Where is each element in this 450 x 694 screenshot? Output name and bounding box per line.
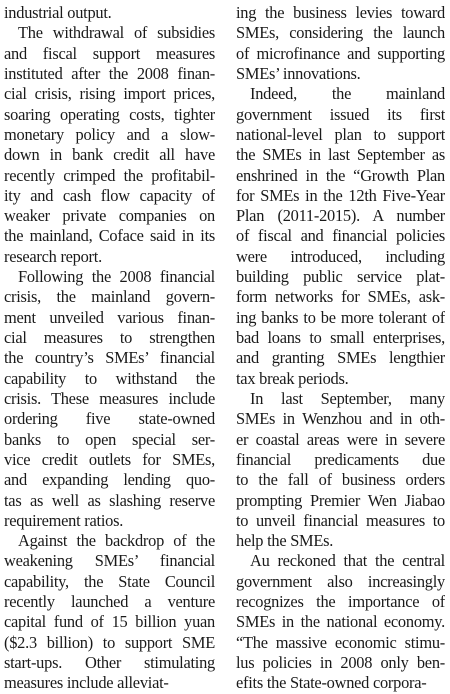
paragraph [4,267,215,531]
text-line: ($2.3 billion) to support SME [4,632,215,652]
text-line: help the SMEs. [236,531,334,551]
paragraph [236,389,445,552]
text-line: capability, the State Council [4,571,215,591]
text-line: bad loans to small enterprises, [236,328,445,347]
text-line: crisis, the mainland govern- [4,287,215,307]
text-line: instituted after the 2008 finan- [4,63,215,83]
text-line: lus policies in 2008 only ben- [236,653,445,672]
text-line: “The massive economic stimu- [236,632,445,652]
text-line: were introduced, including [236,246,445,266]
text-line: SMEs in Wenzhou and in oth- [236,409,445,429]
text-line: soaring operating costs, tighter [4,104,215,124]
text-line: form networks for SMEs, ask- [236,287,445,307]
text-line: of microfinance and supporting [236,43,445,63]
right-column [236,3,445,694]
text-line: the mainland, Coface said in its [4,226,215,246]
text-line: ing banks to be more tolerant of [236,307,445,327]
text-line: cial measures to strengthen [4,328,215,347]
text-line: SMEs in the national economy. [236,612,445,632]
text-line: SMEs, considering the launch [236,23,445,43]
text-line: building public service plat- [236,267,445,287]
paragraph [4,23,215,267]
text-line: Following the 2008 financial [18,267,215,287]
text-line: efits the State-owned corpora- [236,673,427,693]
text-line: ity and cash flow capacity of [4,185,215,205]
paragraph [4,3,215,23]
text-line: measures include alleviat- [4,673,169,693]
text-line: tas as well as slashing reserve [4,490,215,510]
text-line: ing the business levies toward [236,3,445,22]
text-line: down in bank credit all have [4,145,215,165]
text-line: prompting Premier Wen Jiabao [236,490,445,510]
text-line: The withdrawal of subsidies [18,23,215,43]
text-line: recently launched a venture [4,592,215,612]
text-line: ment unveiled various finan- [4,307,215,327]
text-line: In last September, many [250,388,445,408]
text-line: er coastal areas were in severe [236,429,445,449]
paragraph [236,551,445,693]
text-line: financial predicaments due [236,449,445,469]
left-column [4,3,215,694]
text-line: national-level plan to support [236,124,445,144]
text-line: and fiscal support measures [4,43,215,63]
text-line: the country’s SMEs’ financial [4,348,215,368]
text-line: of fiscal and financial policies [236,226,445,246]
paragraph [4,531,215,694]
text-line: Au reckoned that the central [250,551,445,571]
text-line: capability to withstand the [4,368,215,388]
text-line: ordering five state-owned [4,409,215,429]
text-line: recently crimped the profitabil- [4,165,215,185]
text-line: enshrined in the “Growth Plan [236,165,445,185]
text-line: requirement ratios. [4,510,124,530]
text-line: banks to open special ser- [4,429,215,449]
text-line: research report. [4,246,102,266]
text-line: industrial output. [4,3,112,22]
text-line: and granting SMEs lengthier [236,348,445,368]
text-line: recognizes the importance of [236,592,445,612]
text-line: and expanding lending quo- [4,470,215,490]
text-line: cial crisis, rising import prices, [4,84,215,104]
text-line: vice credit outlets for SMEs, [4,449,215,469]
text-line: Indeed, the mainland [250,84,445,104]
paragraph [236,84,445,389]
text-line: monetary policy and a slow- [4,124,215,144]
text-line: to unveil financial measures to [236,510,445,530]
paragraph [236,3,445,84]
text-line: crisis. These measures include [4,388,215,408]
text-line: for SMEs in the 12th Five-Year [236,185,445,205]
text-line: government also increasingly [236,571,445,591]
text-line: capital fund of 15 billion yuan [4,612,215,632]
text-line: to the fall of business orders [236,470,445,490]
text-line: SMEs’ innovations. [236,63,361,83]
text-line: tax break periods. [236,368,349,388]
text-line: weaker private companies on [4,206,215,226]
text-line: start-ups. Other stimulating [4,653,215,672]
text-line: weakening SMEs’ financial [4,551,215,571]
text-line: government issued its first [236,104,445,124]
text-line: Against the backdrop of the [18,531,215,551]
text-line: the SMEs in last September as [236,145,445,165]
text-line: Plan (2011-2015). A number [236,206,445,226]
